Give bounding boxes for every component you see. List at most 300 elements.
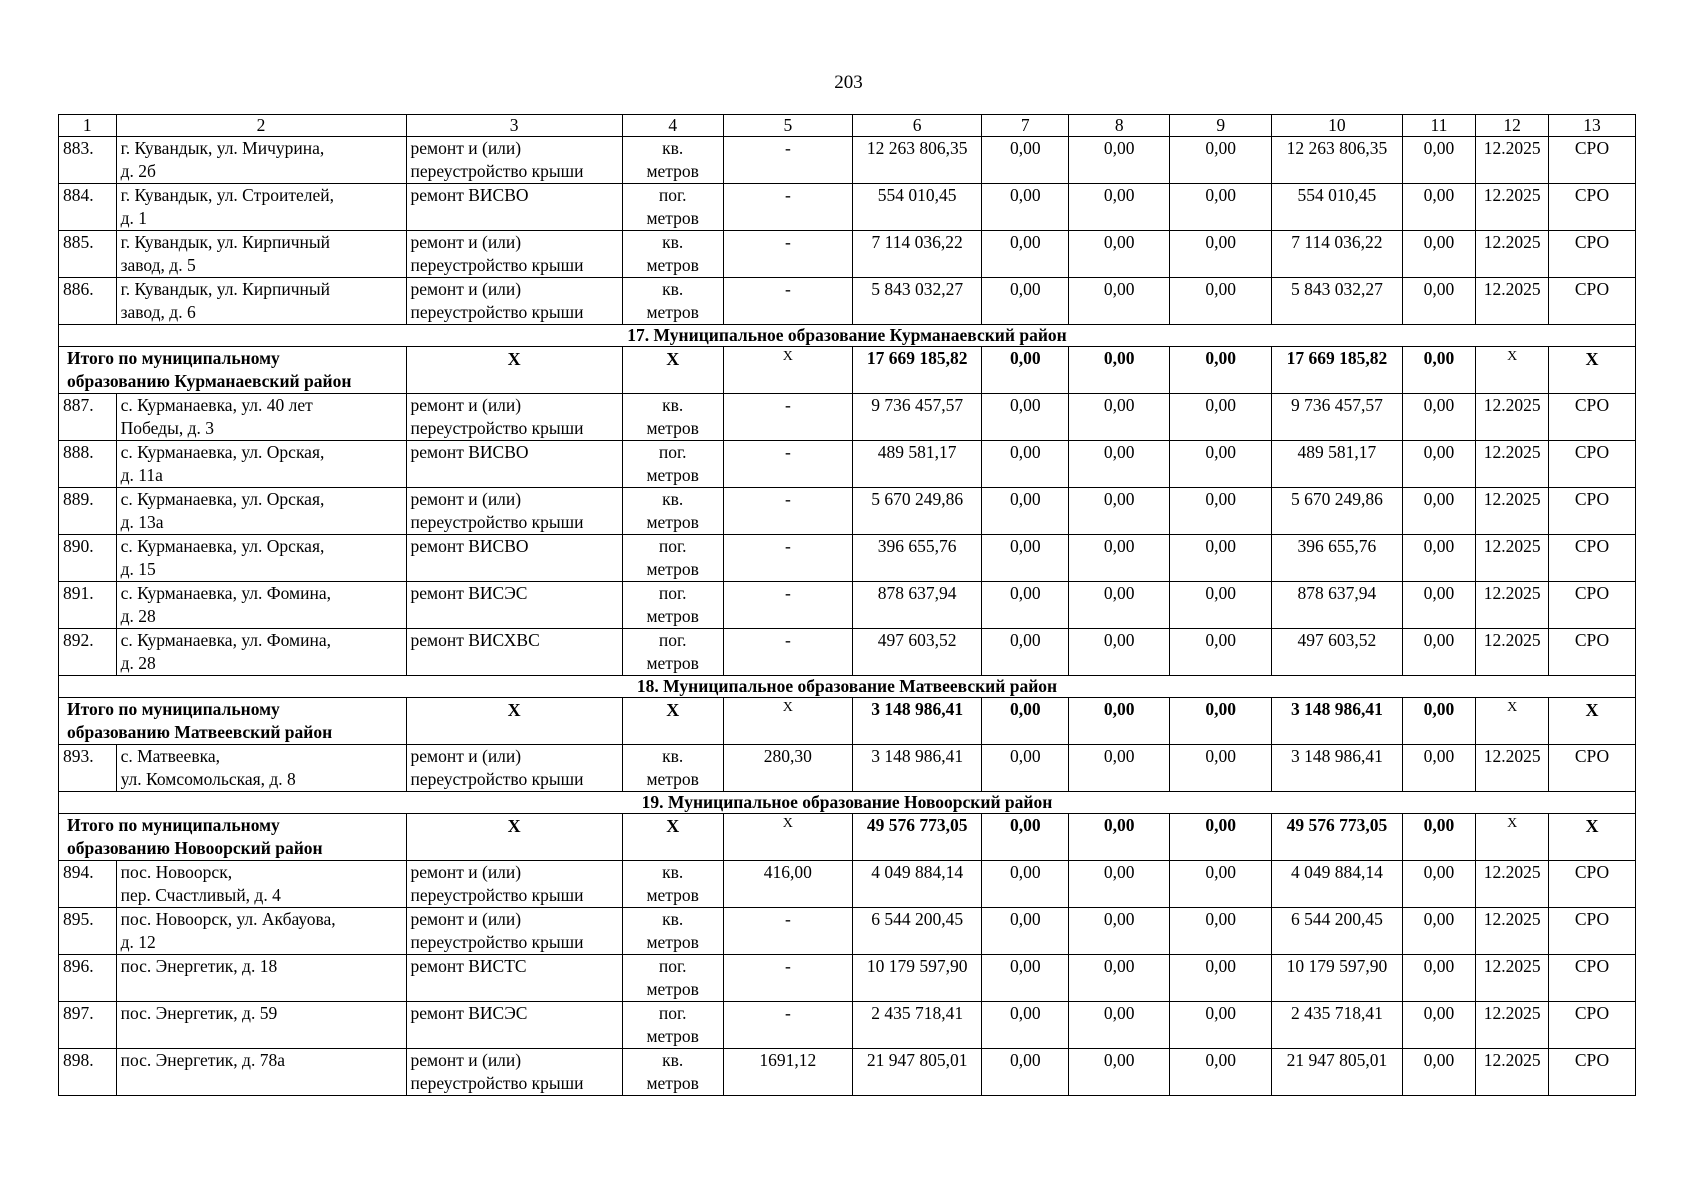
- cell-method: [1549, 184, 1636, 231]
- cell-text: СРО: [1574, 909, 1610, 929]
- column-number-1: [59, 115, 117, 137]
- cell-text: 12 263 806,35: [866, 138, 968, 158]
- cell-col-11: [1402, 582, 1476, 629]
- address-line: пос. Новоорск,: [120, 862, 233, 882]
- cell-deadline: [1476, 278, 1549, 325]
- section-heading: 17. Муниципальное образование Курманаевский район: [59, 325, 1636, 347]
- cell-col-9: [1170, 184, 1272, 231]
- unit-line: метров: [646, 208, 699, 228]
- work-line: ремонт и (или): [410, 862, 522, 882]
- column-number-text: 11: [1430, 115, 1448, 135]
- cell-text: -: [784, 583, 791, 603]
- cell-text: -: [784, 395, 791, 415]
- cell-number: [59, 231, 117, 278]
- cell-text: 0,00: [1205, 909, 1237, 929]
- cell-method: [1549, 347, 1636, 394]
- cell-text: 898.: [63, 1050, 94, 1070]
- cell-total-cost: [853, 488, 982, 535]
- address-line: д. 15: [120, 559, 156, 579]
- cell-text: 878 637,94: [1297, 583, 1377, 603]
- unit-line: метров: [646, 653, 699, 673]
- cell-unit: [622, 184, 723, 231]
- cell-text: 3 148 986,41: [871, 699, 964, 719]
- cell-volume: [723, 814, 852, 861]
- cell-text: 0,00: [1009, 185, 1041, 205]
- cell-text: 895.: [63, 909, 94, 929]
- cell-col-10: [1272, 582, 1402, 629]
- address-line: Победы, д. 3: [120, 418, 214, 438]
- cell-text: 0,00: [1205, 1050, 1237, 1070]
- cell-unit: [622, 535, 723, 582]
- work-line: ремонт ВИСТС: [410, 956, 527, 976]
- column-number-text: 10: [1328, 115, 1346, 135]
- cell-volume: [723, 582, 852, 629]
- cell-deadline: [1476, 698, 1549, 745]
- cell-col-10: [1272, 394, 1402, 441]
- table-row: [59, 1049, 1636, 1096]
- table-row: [59, 955, 1636, 1002]
- cell-number: [59, 278, 117, 325]
- address-line: с. Курманаевка, ул. Фомина,: [120, 630, 331, 650]
- cell-col-7: [982, 861, 1069, 908]
- cell-text: 0,00: [1103, 583, 1135, 603]
- cell-col-8: [1069, 441, 1170, 488]
- cell-deadline: [1476, 1002, 1549, 1049]
- cell-text: СРО: [1574, 185, 1610, 205]
- cell-text: 10 179 597,90: [1286, 956, 1388, 976]
- table-row: [59, 629, 1636, 676]
- column-number-9: [1170, 115, 1272, 137]
- cell-total-cost: [853, 861, 982, 908]
- address-line: пос. Энергетик, д. 18: [120, 956, 278, 976]
- cell-col-10: [1272, 137, 1402, 184]
- cell-col-9: [1170, 698, 1272, 745]
- cell-text: 0,00: [1423, 1003, 1455, 1023]
- cell-col-11: [1402, 861, 1476, 908]
- work-line: ремонт и (или): [410, 746, 522, 766]
- cell-text: 12.2025: [1483, 232, 1541, 252]
- cell-text: -: [784, 138, 791, 158]
- cell-method: [1549, 908, 1636, 955]
- cell-text: 2 435 718,41: [871, 1003, 964, 1023]
- work-line: переустройство крыши: [410, 161, 584, 181]
- cell-col-9: [1170, 908, 1272, 955]
- section-heading-row: [59, 325, 1636, 347]
- cell-col-8: [1069, 184, 1170, 231]
- unit-line: метров: [646, 932, 699, 952]
- address-line: д. 11а: [120, 465, 163, 485]
- cell-text: 49 576 773,05: [1286, 815, 1388, 835]
- cell-text: 887.: [63, 395, 94, 415]
- cell-text: X: [507, 816, 521, 836]
- cell-volume: [723, 535, 852, 582]
- cell-text: СРО: [1574, 1050, 1610, 1070]
- cell-text: 0,00: [1103, 815, 1135, 835]
- table-row: [59, 535, 1636, 582]
- cell-number: [59, 184, 117, 231]
- cell-address: [116, 1049, 406, 1096]
- column-number-text: 12: [1503, 115, 1521, 135]
- cell-col-10: [1272, 441, 1402, 488]
- cell-text: -: [784, 185, 791, 205]
- cell-col-8: [1069, 347, 1170, 394]
- cell-text: -: [784, 630, 791, 650]
- cell-text: 0,00: [1103, 746, 1135, 766]
- cell-text: 12 263 806,35: [1286, 138, 1388, 158]
- cell-total-cost: [853, 745, 982, 792]
- cell-text: 0,00: [1205, 699, 1237, 719]
- cell-col-8: [1069, 1049, 1170, 1096]
- cell-col-10: [1272, 955, 1402, 1002]
- unit-line: кв.: [662, 232, 684, 252]
- work-line: переустройство крыши: [410, 769, 584, 789]
- column-number-text: 9: [1216, 115, 1226, 135]
- cell-text: 0,00: [1205, 348, 1237, 368]
- cell-deadline: [1476, 488, 1549, 535]
- total-label-line: образованию Курманаевский район: [67, 371, 352, 391]
- cell-col-10: [1272, 908, 1402, 955]
- cell-address: [116, 488, 406, 535]
- cell-total-cost: [853, 347, 982, 394]
- cell-text: 5 670 249,86: [1290, 489, 1383, 509]
- cell-col-9: [1170, 955, 1272, 1002]
- unit-line: метров: [646, 1026, 699, 1046]
- cell-total-cost: [853, 231, 982, 278]
- cell-work-type: [406, 745, 622, 792]
- work-line: переустройство крыши: [410, 418, 584, 438]
- unit-line: кв.: [662, 279, 684, 299]
- cell-text: 0,00: [1423, 279, 1455, 299]
- table-row: [59, 861, 1636, 908]
- cell-deadline: [1476, 745, 1549, 792]
- cell-text: X: [1507, 700, 1518, 715]
- column-number-4: [622, 115, 723, 137]
- address-line: г. Кувандык, ул. Кирпичный: [120, 232, 330, 252]
- cell-text: 7 114 036,22: [1291, 232, 1383, 252]
- cell-col-9: [1170, 629, 1272, 676]
- cell-text: 21 947 805,01: [866, 1050, 968, 1070]
- column-number-5: [723, 115, 852, 137]
- cell-unit: [622, 347, 723, 394]
- cell-text: 891.: [63, 583, 94, 603]
- cell-volume: [723, 184, 852, 231]
- cell-volume: [723, 698, 852, 745]
- cell-total-cost: [853, 814, 982, 861]
- cell-text: 0,00: [1205, 815, 1237, 835]
- section-heading-row: [59, 676, 1636, 698]
- cell-text: 878 637,94: [877, 583, 957, 603]
- cell-text: 897.: [63, 1003, 94, 1023]
- work-line: ремонт и (или): [410, 909, 522, 929]
- cell-col-9: [1170, 745, 1272, 792]
- cell-text: СРО: [1574, 489, 1610, 509]
- cell-text: 894.: [63, 862, 94, 882]
- cell-deadline: [1476, 629, 1549, 676]
- unit-line: кв.: [662, 909, 684, 929]
- cell-method: [1549, 698, 1636, 745]
- cell-unit: [622, 488, 723, 535]
- cell-text: 497 603,52: [877, 630, 957, 650]
- address-line: пер. Счастливый, д. 4: [120, 885, 281, 905]
- cell-text: СРО: [1574, 395, 1610, 415]
- address-line: завод, д. 6: [120, 302, 196, 322]
- cell-volume: [723, 955, 852, 1002]
- cell-text: 0,00: [1205, 489, 1237, 509]
- cell-text: 0,00: [1103, 442, 1135, 462]
- cell-method: [1549, 278, 1636, 325]
- cell-text: 893.: [63, 746, 94, 766]
- cell-text: 12.2025: [1483, 746, 1541, 766]
- cell-work-type: [406, 861, 622, 908]
- cell-text: -: [784, 489, 791, 509]
- cell-text: СРО: [1574, 279, 1610, 299]
- cell-col-7: [982, 278, 1069, 325]
- column-number-text: 8: [1114, 115, 1124, 135]
- cell-col-11: [1402, 535, 1476, 582]
- cell-text: 0,00: [1205, 442, 1237, 462]
- cell-text: 0,00: [1423, 1050, 1455, 1070]
- cell-text: 886.: [63, 279, 94, 299]
- cell-work-type: [406, 184, 622, 231]
- cell-text: 890.: [63, 536, 94, 556]
- cell-text: 5 670 249,86: [871, 489, 964, 509]
- address-line: д. 2б: [120, 161, 156, 181]
- cell-col-8: [1069, 582, 1170, 629]
- cell-col-10: [1272, 745, 1402, 792]
- column-number-text: 3: [509, 115, 519, 135]
- column-number-13: [1549, 115, 1636, 137]
- cell-text: -: [784, 956, 791, 976]
- cell-volume: [723, 347, 852, 394]
- cell-text: 0,00: [1009, 862, 1041, 882]
- unit-line: кв.: [662, 489, 684, 509]
- cell-text: СРО: [1574, 583, 1610, 603]
- cell-col-7: [982, 582, 1069, 629]
- cell-text: 12.2025: [1483, 1050, 1541, 1070]
- unit-line: метров: [646, 302, 699, 322]
- total-label: [59, 814, 407, 861]
- unit-line: метров: [646, 418, 699, 438]
- cell-text: 6 544 200,45: [1290, 909, 1383, 929]
- cell-col-10: [1272, 861, 1402, 908]
- cell-unit: [622, 394, 723, 441]
- cell-text: 0,00: [1423, 583, 1455, 603]
- total-row: [59, 698, 1636, 745]
- cell-text: 0,00: [1205, 862, 1237, 882]
- cell-volume: [723, 137, 852, 184]
- column-number-2: [116, 115, 406, 137]
- cell-text: 6 544 200,45: [871, 909, 964, 929]
- cell-method: [1549, 441, 1636, 488]
- cell-text: X: [666, 700, 680, 720]
- cell-work-type: [406, 698, 622, 745]
- cell-text: -: [784, 536, 791, 556]
- cell-col-7: [982, 394, 1069, 441]
- cell-text: 0,00: [1205, 185, 1237, 205]
- unit-line: пог.: [658, 956, 687, 976]
- cell-address: [116, 1002, 406, 1049]
- cell-text: 12.2025: [1483, 1003, 1541, 1023]
- unit-line: метров: [646, 979, 699, 999]
- work-line: ремонт ВИСЭС: [410, 1003, 528, 1023]
- work-line: ремонт и (или): [410, 138, 522, 158]
- cell-text: 0,00: [1423, 909, 1455, 929]
- cell-number: [59, 1049, 117, 1096]
- unit-line: метров: [646, 1073, 699, 1093]
- cell-text: 0,00: [1423, 699, 1455, 719]
- cell-text: 5 843 032,27: [871, 279, 964, 299]
- address-line: г. Кувандык, ул. Кирпичный: [120, 279, 330, 299]
- cell-text: 888.: [63, 442, 94, 462]
- cell-text: СРО: [1574, 746, 1610, 766]
- total-label-line: образованию Матвеевский район: [67, 722, 333, 742]
- cell-text: 4 049 884,14: [871, 862, 964, 882]
- work-line: переустройство крыши: [410, 512, 584, 532]
- cell-col-7: [982, 441, 1069, 488]
- cell-address: [116, 231, 406, 278]
- cell-work-type: [406, 278, 622, 325]
- total-label-line: образованию Новоорский район: [67, 838, 323, 858]
- table-row: [59, 278, 1636, 325]
- column-number-7: [982, 115, 1069, 137]
- cell-method: [1549, 1002, 1636, 1049]
- cell-address: [116, 955, 406, 1002]
- cell-unit: [622, 278, 723, 325]
- work-line: переустройство крыши: [410, 885, 584, 905]
- cell-col-10: [1272, 278, 1402, 325]
- cell-col-9: [1170, 441, 1272, 488]
- unit-line: кв.: [662, 138, 684, 158]
- column-number-12: [1476, 115, 1549, 137]
- cell-col-11: [1402, 908, 1476, 955]
- cell-text: 9 736 457,57: [1290, 395, 1383, 415]
- cell-col-10: [1272, 814, 1402, 861]
- cell-text: X: [1507, 349, 1518, 364]
- cell-volume: [723, 488, 852, 535]
- cell-work-type: [406, 535, 622, 582]
- cell-text: 3 148 986,41: [1290, 699, 1383, 719]
- cell-address: [116, 137, 406, 184]
- cell-text: 0,00: [1423, 442, 1455, 462]
- unit-line: метров: [646, 885, 699, 905]
- cell-col-11: [1402, 347, 1476, 394]
- cell-col-8: [1069, 488, 1170, 535]
- cell-text: 0,00: [1423, 815, 1455, 835]
- unit-line: кв.: [662, 395, 684, 415]
- cell-text: 12.2025: [1483, 279, 1541, 299]
- cell-col-7: [982, 698, 1069, 745]
- cell-col-7: [982, 955, 1069, 1002]
- cell-text: СРО: [1574, 442, 1610, 462]
- cell-deadline: [1476, 184, 1549, 231]
- cell-col-7: [982, 629, 1069, 676]
- cell-method: [1549, 535, 1636, 582]
- cell-deadline: [1476, 955, 1549, 1002]
- cell-method: [1549, 745, 1636, 792]
- total-row: [59, 347, 1636, 394]
- address-line: д. 28: [120, 653, 156, 673]
- cell-text: -: [784, 1003, 791, 1023]
- cell-text: 12.2025: [1483, 956, 1541, 976]
- cell-text: 0,00: [1103, 489, 1135, 509]
- page-number: 203: [834, 72, 863, 93]
- cell-text: 896.: [63, 956, 94, 976]
- cell-col-11: [1402, 745, 1476, 792]
- cell-text: X: [507, 349, 521, 369]
- cell-work-type: [406, 1049, 622, 1096]
- table-row: [59, 137, 1636, 184]
- cell-text: 0,00: [1103, 862, 1135, 882]
- cell-col-9: [1170, 1002, 1272, 1049]
- cell-work-type: [406, 629, 622, 676]
- cell-col-8: [1069, 814, 1170, 861]
- cell-text: 0,00: [1103, 699, 1135, 719]
- cell-col-9: [1170, 278, 1272, 325]
- cell-work-type: [406, 908, 622, 955]
- cell-text: 12.2025: [1483, 395, 1541, 415]
- cell-unit: [622, 955, 723, 1002]
- cell-unit: [622, 1002, 723, 1049]
- table-row: [59, 908, 1636, 955]
- cell-method: [1549, 231, 1636, 278]
- cell-deadline: [1476, 347, 1549, 394]
- cell-text: 0,00: [1009, 699, 1041, 719]
- cell-text: 0,00: [1009, 583, 1041, 603]
- cell-text: 12.2025: [1483, 630, 1541, 650]
- cell-deadline: [1476, 137, 1549, 184]
- cell-unit: [622, 1049, 723, 1096]
- cell-volume: [723, 629, 852, 676]
- cell-address: [116, 441, 406, 488]
- cell-total-cost: [853, 278, 982, 325]
- address-line: д. 1: [120, 208, 147, 228]
- cell-address: [116, 278, 406, 325]
- cell-text: 0,00: [1103, 536, 1135, 556]
- cell-text: 892.: [63, 630, 94, 650]
- cell-work-type: [406, 955, 622, 1002]
- cell-number: [59, 488, 117, 535]
- cell-col-7: [982, 908, 1069, 955]
- cell-text: 0,00: [1423, 489, 1455, 509]
- cell-text: 0,00: [1205, 630, 1237, 650]
- cell-text: 0,00: [1009, 956, 1041, 976]
- column-number-text: 1: [82, 115, 92, 135]
- cell-work-type: [406, 394, 622, 441]
- address-line: пос. Энергетик, д. 59: [120, 1003, 278, 1023]
- cell-total-cost: [853, 908, 982, 955]
- cell-total-cost: [853, 441, 982, 488]
- address-line: пос. Новоорск, ул. Акбауова,: [120, 909, 336, 929]
- total-label: [59, 347, 407, 394]
- address-line: с. Курманаевка, ул. 40 лет: [120, 395, 313, 415]
- cell-col-8: [1069, 231, 1170, 278]
- cell-method: [1549, 955, 1636, 1002]
- work-line: ремонт ВИСХВС: [410, 630, 540, 650]
- section-heading: 19. Муниципальное образование Новоорский район: [59, 792, 1636, 814]
- total-label-line: Итого по муниципальному: [67, 815, 280, 835]
- unit-line: метров: [646, 769, 699, 789]
- column-number-text: 5: [783, 115, 793, 135]
- cell-number: [59, 955, 117, 1002]
- unit-line: метров: [646, 512, 699, 532]
- cell-address: [116, 745, 406, 792]
- cell-col-8: [1069, 278, 1170, 325]
- cell-col-11: [1402, 231, 1476, 278]
- cell-col-8: [1069, 535, 1170, 582]
- unit-line: кв.: [662, 1050, 684, 1070]
- cell-text: X: [782, 816, 793, 831]
- cell-text: 0,00: [1205, 138, 1237, 158]
